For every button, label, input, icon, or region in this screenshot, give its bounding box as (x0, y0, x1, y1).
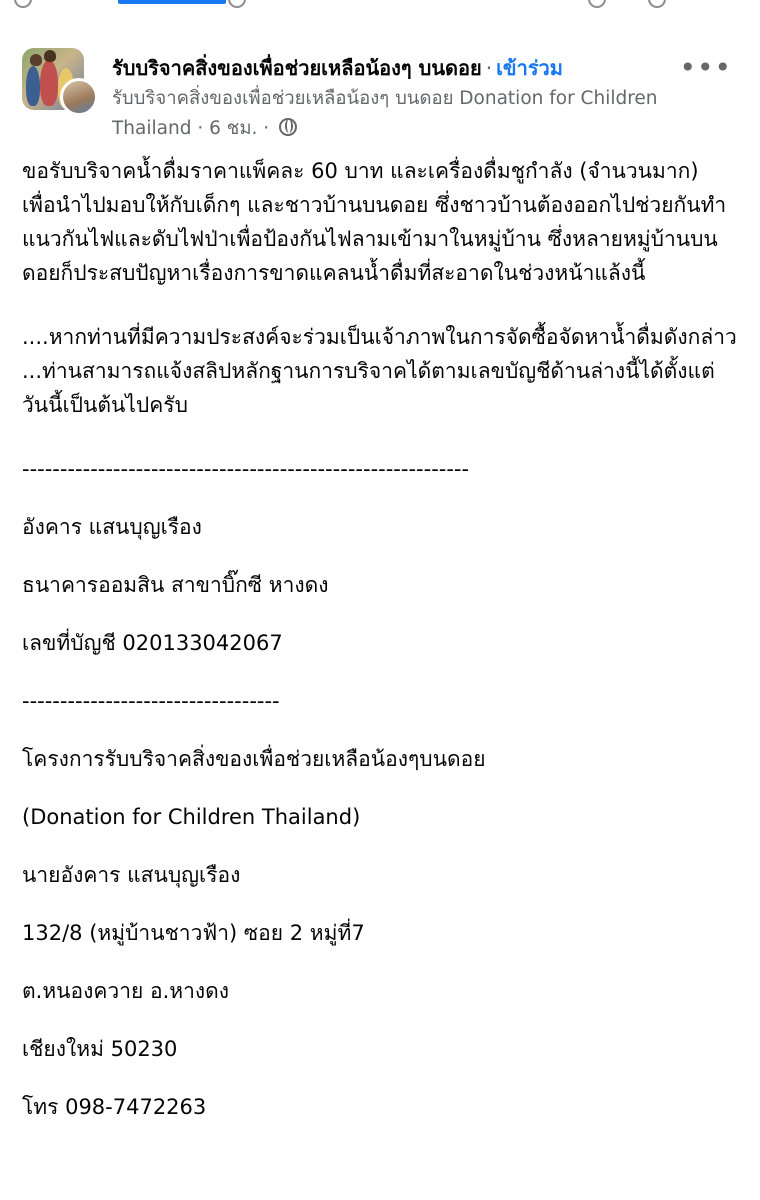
project-name-en: (Donation for Children Thailand) (22, 805, 361, 829)
post-paragraph: ขอรับบริจาคน้ำดื่มราคาแพ็คละ 60 บาท และเครื่องดื่มชูกำลัง (จำนวนมาก) เพื่อนำไปมอบให้กับเด็กๆ และชาวบ้านบนดอย ซึ่งชาวบ้านต้องออกไปช่วยกันทำแนวกันไฟและดับไฟป่าเพื่อป้องกันไฟลามเข้ามาในหมู่บ้าน ซึ่งหลายหมู่บ้านบนดอยก็ประสบปัญหาเรื่องการขาดแคลนน้ำดื่มที่สะอาดในช่วงหน้าแล้งนี้ (22, 159, 727, 285)
address-line: ต.หนองควาย อ.หางดง (22, 979, 230, 1003)
partial-icon (228, 0, 246, 8)
separator-dot: · (485, 56, 493, 80)
active-tab-indicator (118, 0, 226, 4)
address-line: เชียงใหม่ 50230 (22, 1037, 178, 1061)
post-paragraph: ....หากท่านที่มีความประสงค์จะร่วมเป็นเจ้าภาพในการจัดซื้อจัดหาน้ำดื่มดังกล่าว ...ท่านสามารถแจ้งสลิปหลักฐานการบริจาคได้ตามเลขบัญชีด้านล่างนี้ได้ตั้งแต่วันนี้เป็นต้นไปครับ (22, 325, 744, 417)
account-name: อังคาร แสนบุญเรือง (22, 515, 202, 539)
partial-icon (648, 0, 666, 8)
post-meta: รับบริจาคสิ่งของเพื่อช่วยเหลือน้องๆ บนดอย Donation for Children Thailand · 6 ชม. · (112, 88, 658, 139)
post-time[interactable]: 6 ชม. (209, 118, 258, 139)
address-line: 132/8 (หมู่บ้านชาวฟ้า) ซอย 2 หมู่ที่7 (22, 921, 365, 945)
globe-icon (279, 118, 297, 136)
top-tab-strip (0, 0, 760, 12)
group-name-link[interactable]: รับบริจาคสิ่งของเพื่อช่วยเหลือน้องๆ บนดอย (112, 56, 482, 80)
avatar[interactable] (22, 48, 98, 120)
post-header (0, 40, 760, 150)
divider-line: ---------------------------------- (22, 689, 280, 713)
group-title-line (112, 52, 563, 84)
contact-name: นายอังคาร แสนบุญเรือง (22, 863, 241, 887)
post-body (22, 154, 744, 1124)
project-name: โครงการรับบริจาคสิ่งของเพื่อช่วยเหลือน้องๆบนดอย (22, 747, 486, 771)
account-number: เลขที่บัญชี 020133042067 (22, 631, 283, 655)
divider-line: ----------------------------------------------------------- (22, 457, 470, 481)
partial-icon (588, 0, 606, 8)
more-options-button[interactable]: ••• (679, 51, 732, 84)
bank-name: ธนาคารออมสิน สาขาบิ๊กซี หางดง (22, 573, 329, 597)
partial-icon (14, 0, 32, 8)
author-link[interactable]: รับบริจาคสิ่งของเพื่อช่วยเหลือน้องๆ บนดอย Donation for Children Thailand (112, 88, 658, 139)
join-button[interactable]: เข้าร่วม (496, 56, 563, 80)
phone-number: โทร 098-7472263 (22, 1095, 207, 1119)
user-avatar[interactable] (60, 78, 98, 116)
